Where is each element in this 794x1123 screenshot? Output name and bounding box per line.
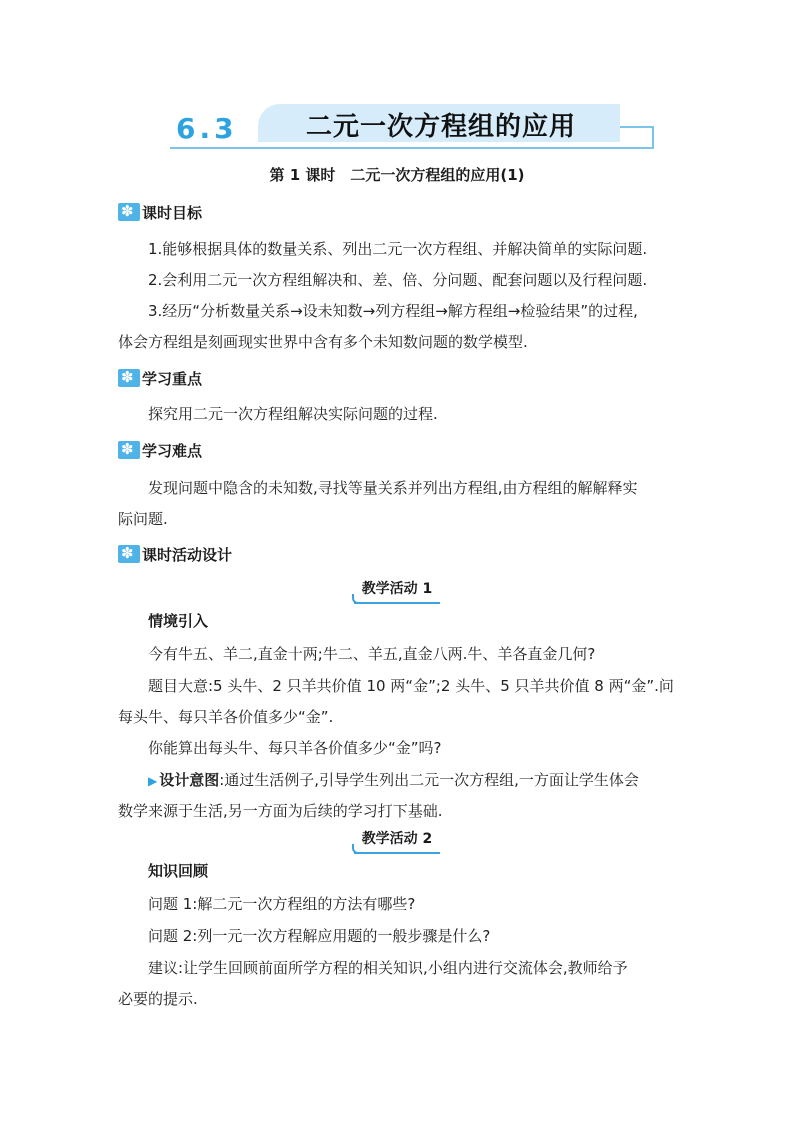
- design-intent-label: 设计意图: [159, 771, 220, 789]
- section-key-points: [118, 368, 202, 388]
- activity-1-line-2: 题目大意:5 头牛、2 只羊共价值 10 两“金”;2 头牛、5 只羊共价值 8 两“金”.问: [148, 677, 674, 695]
- activity-2-label: 教学活动 2: [354, 828, 441, 854]
- activity-2-subheading: 知识回顾: [148, 862, 209, 880]
- section-goals-heading: 课时目标: [142, 203, 203, 222]
- chapter-number: 6.3: [176, 112, 238, 145]
- activity-1-banner: [0, 578, 794, 604]
- section-key-points-heading: 学习重点: [142, 369, 203, 388]
- title-underline: [170, 147, 654, 149]
- goal-item-1: 1.能够根据具体的数量关系、列出二元一次方程组、并解决简单的实际问题.: [148, 240, 648, 258]
- section-icon: [118, 545, 140, 563]
- activity-1-line-1: 今有牛五、羊二,直金十两;牛二、羊五,直金八两.牛、羊各直金几何?: [148, 645, 596, 663]
- section-difficulties: [118, 440, 202, 460]
- goal-item-2: 2.会利用二元一次方程组解决和、差、倍、分问题、配套问题以及行程问题.: [148, 271, 648, 289]
- lesson-title: 第 1 课时 二元一次方程组的应用(1): [269, 166, 525, 184]
- difficulties-line-1: 发现问题中隐含的未知数,寻找等量关系并列出方程组,由方程组的解解释实: [148, 479, 638, 497]
- activity-1-subheading: 情境引入: [148, 612, 209, 630]
- design-intent-line-2: 数学来源于生活,另一方面为后续的学习打下基础.: [118, 802, 443, 820]
- section-difficulties-heading: 学习难点: [142, 441, 203, 460]
- activity-2-line-3: 建议:让学生回顾前面所学方程的相关知识,小组内进行交流体会,教师给予: [148, 959, 628, 977]
- goal-item-3: 3.经历“分析数量关系→设未知数→列方程组→解方程组→检验结果”的过程,: [148, 302, 638, 320]
- design-intent: [148, 764, 678, 797]
- title-line-top: [620, 126, 654, 128]
- activity-1-line-4: 你能算出每头牛、每只羊各价值多少“金”吗?: [148, 739, 442, 757]
- activity-2-line-2: 问题 2:列一元一次方程解应用题的一般步骤是什么?: [148, 927, 491, 945]
- section-icon: [118, 203, 140, 221]
- section-goals: [118, 202, 202, 222]
- section-design: [118, 544, 232, 564]
- key-points-text: 探究用二元一次方程组解决实际问题的过程.: [148, 405, 438, 423]
- design-intent-marker-icon: ▶: [148, 774, 158, 788]
- activity-2-line-4: 必要的提示.: [118, 990, 198, 1008]
- chapter-title: 二元一次方程组的应用: [306, 112, 577, 142]
- title-line-right: [652, 126, 654, 148]
- activity-1-label: 教学活动 1: [354, 578, 441, 604]
- activity-1-line-3: 每头牛、每只羊各价值多少“金”.: [118, 708, 334, 726]
- difficulties-line-2: 际问题.: [118, 510, 168, 528]
- goal-item-3-cont: 体会方程组是刻画现实世界中含有多个未知数问题的数学模型.: [118, 333, 528, 351]
- activity-2-line-1: 问题 1:解二元一次方程组的方法有哪些?: [148, 895, 416, 913]
- activity-2-banner: [0, 828, 794, 854]
- section-icon: [118, 369, 140, 387]
- section-design-heading: 课时活动设计: [142, 545, 233, 564]
- design-intent-text: :通过生活例子,引导学生列出二元一次方程组,一方面让学生体会: [219, 771, 639, 789]
- section-icon: [118, 441, 140, 459]
